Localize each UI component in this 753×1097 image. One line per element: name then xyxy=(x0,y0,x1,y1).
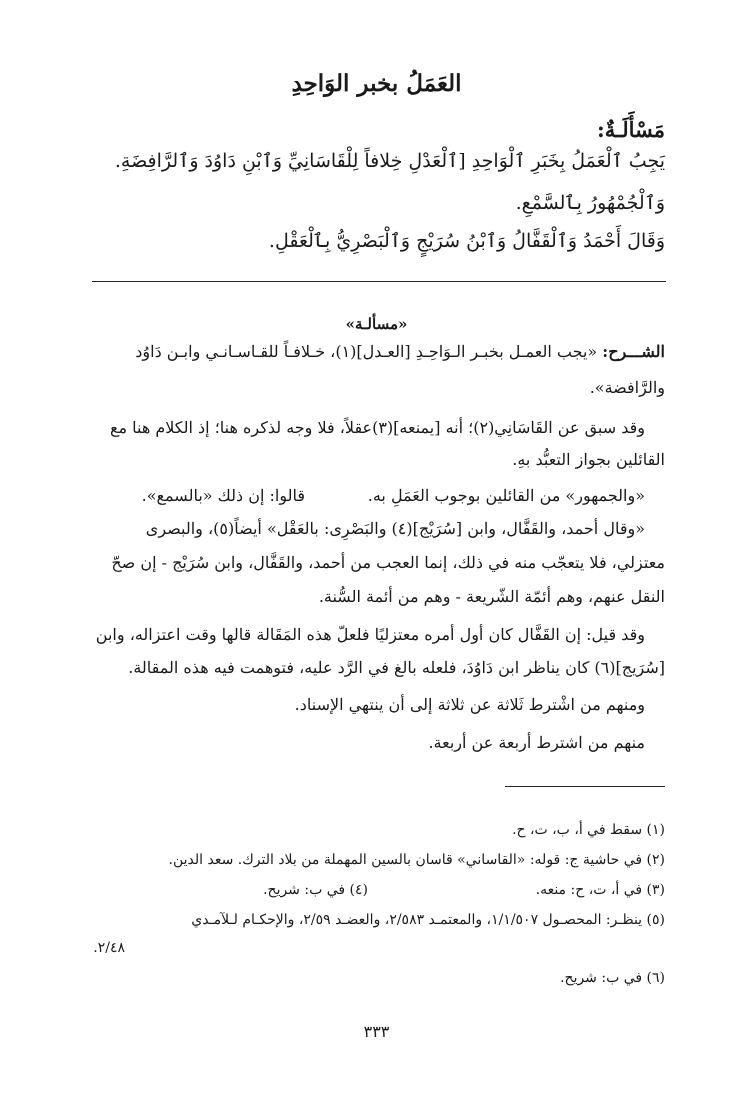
footnote-3: (٣) في أ، ت، ح: منعه. xyxy=(535,882,665,898)
para-4-line-1: «وقال أحمد، والقَفَّال، وابن [سُرَيْج](٤) والبَصْرِى: بالعَقْل» أيضاً(٥)، والبصرى xyxy=(145,519,645,538)
footnote-1: (١) سقط في أ، ب، ت، ح. xyxy=(512,822,665,838)
sharh-line-1 xyxy=(135,342,665,361)
para-3-b: قالوا: إن ذلك «بالسمع». xyxy=(141,486,305,505)
matn-divider xyxy=(92,281,666,282)
footnote-5-cont: ٢/٤٨. xyxy=(93,940,125,956)
footnote-4: (٤) في ب: شريح. xyxy=(263,882,368,898)
page-number: ٣٣٣ xyxy=(363,1022,390,1041)
footnote-divider xyxy=(505,786,665,787)
para-5-line-2: [سُرَيج](٦) كان يناظر ابن دَاوُدَ، فلعله بالغ في الرَّد عليه، فتوهمت فيه هذه المقالة. xyxy=(128,658,665,677)
para-3-a: «والجمهور» من القائلين بوجوب العَمَلِ به. xyxy=(367,486,645,505)
matn-line-2: وَٱلْجُمْهُورُ بِٱلسَّمْعِ. xyxy=(515,192,665,214)
para-6: ومنهم من اشْترط ثَلاثة عن ثلاثة إلى أن ينتهي الإسناد. xyxy=(294,695,645,714)
footnote-5: (٥) ينظـر: المحصـول ١/١/٥٠٧، والمعتمـد ٢/٥٨٣، والعضـد ٢/٥٩، والإحكـام لـلآمـدي xyxy=(191,912,665,928)
para-4-line-3: النقل عنهم، وهم أئمّة الشّريعة - وهم من أئمة السُّنة. xyxy=(318,587,665,606)
sharh-line-1-text: «يجب العمـل بخبـر الـوَاحِـدِ [العـدل](١)، خـلافـاً للقـاسـانـي وابـن دَاوُد xyxy=(135,342,598,361)
para-7: منهم من اشترط أربعة عن أربعة. xyxy=(428,733,645,752)
sub-heading: «مسألـة» xyxy=(345,315,408,333)
masala-label: مَسْأَلَـةٌ: xyxy=(597,117,665,142)
sharh-label: الشـــرح: xyxy=(602,342,665,361)
matn-line-1: يَجِبُ ٱلْعَمَلُ بِخَبَرِ ٱلْوَاحِدِ [ٱلْعَدْلِ خِلافاً لِلْقَاسَانِيِّ وَٱبْنِ دَاوُدَ وَٱلرَّافِضَةِ. xyxy=(114,150,665,172)
footnote-2: (٢) في حاشية ج: قوله: «القاساني» قاسان بالسين المهملة من بلاد الترك. سعد الدين. xyxy=(168,852,665,868)
para-5-line-1: وقد قيل: إن القَفَّال كان أول أمره معتزليًا فلعلّ هذه المَقَالة قالها وقت اعتزاله، وابن xyxy=(95,625,645,644)
sharh-line-2: والرَّافضة». xyxy=(589,378,665,397)
matn-line-3: وَقَالَ أَحْمَدُ وَٱلْقَفَّالُ وَٱبْنُ سُرَيْجٍ وَٱلْبَصْرِيُّ بِٱلْعَقْلِ. xyxy=(268,230,665,252)
para-2-line-2: القائلين بجواز التعبُّد بهِ. xyxy=(512,450,665,469)
chapter-heading: العَمَلُ بخبر الوَاحِدِ xyxy=(291,70,462,97)
footnote-6: (٦) في ب: شريح. xyxy=(560,970,665,986)
para-2-line-1: وقد سبق عن القَاسَانِي(٢)؛ أنه [يمنعه](٣)عقلاً، فلا وجه لذكره هنا؛ إذ الكلام هنا مع xyxy=(109,418,645,437)
para-4-line-2: معتزلي، فلا يتعجّب منه في ذلك، إنما العجب من أحمد، والقَفَّال، وابن سُرَيْج - إن صحّ xyxy=(111,553,665,572)
